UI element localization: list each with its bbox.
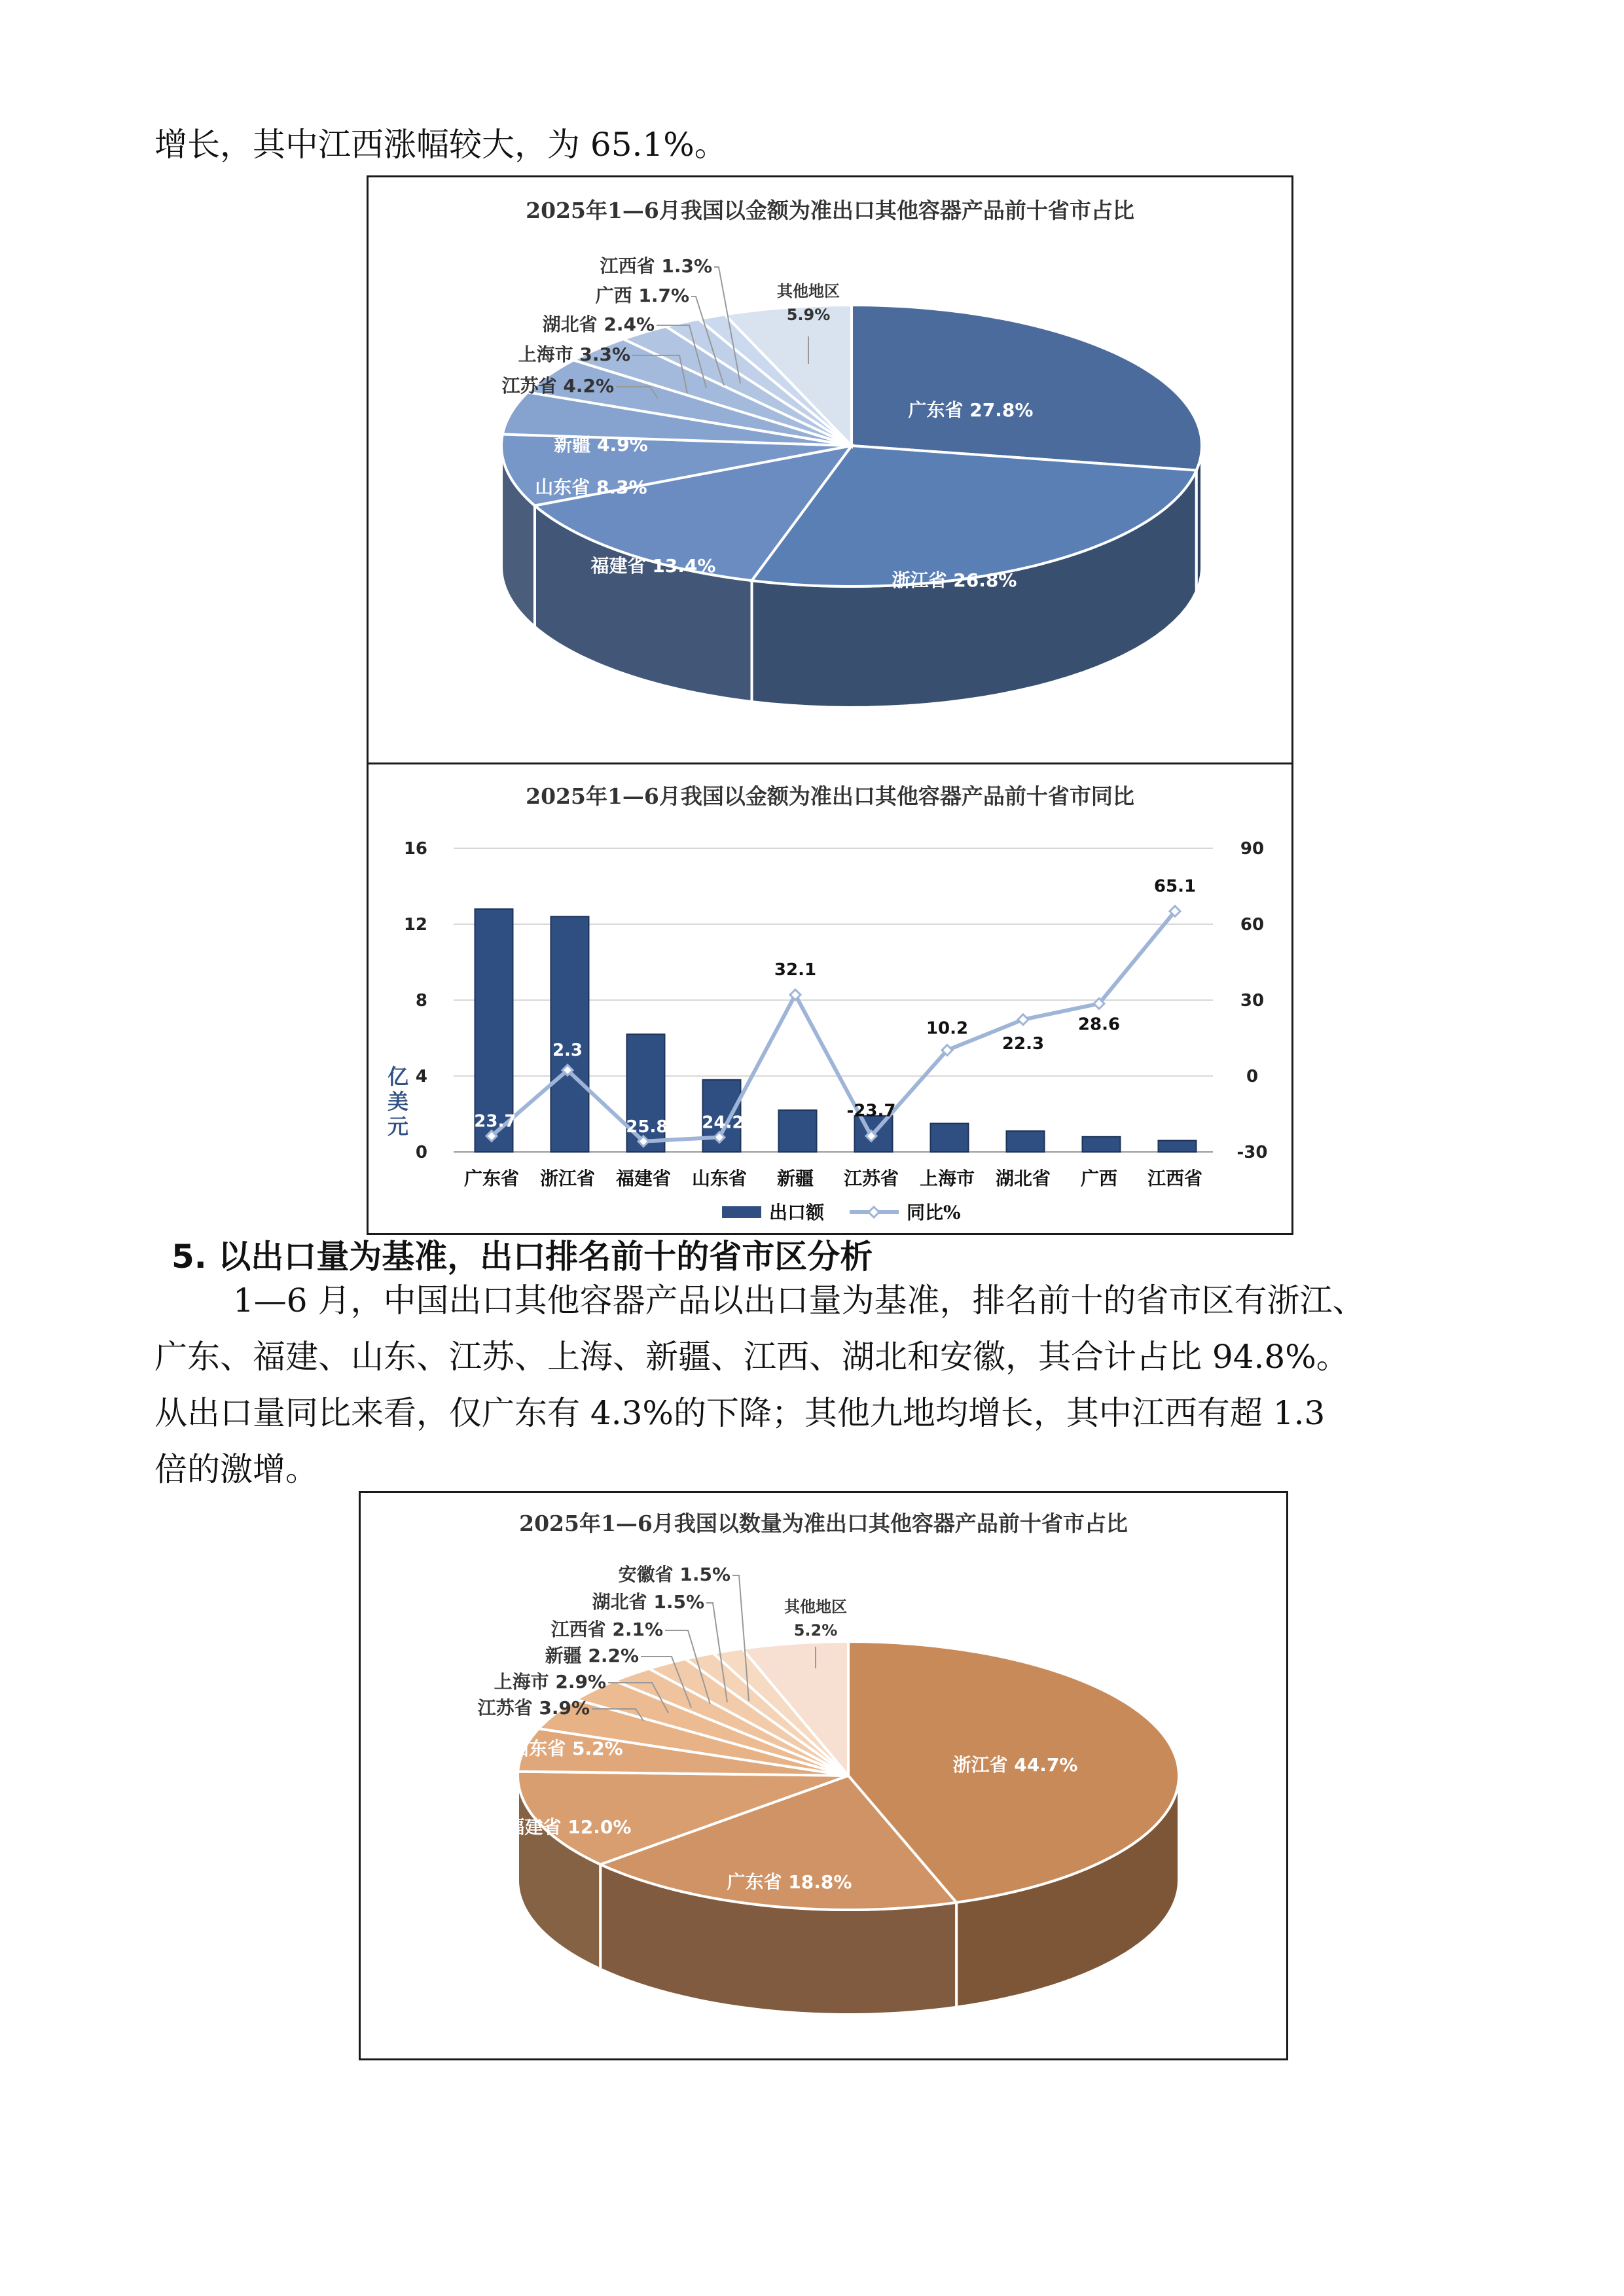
pie-label-other-value: 5.2% bbox=[793, 1621, 838, 1640]
legend-label-bar: 出口额 bbox=[769, 1202, 825, 1223]
bar-7 bbox=[1006, 1131, 1044, 1152]
y-axis-label: 元 bbox=[387, 1114, 409, 1139]
x-tick-label: 广东省 bbox=[463, 1168, 520, 1189]
pie-label-3: 山东省 5.2% bbox=[511, 1738, 623, 1759]
pie-slice-0 bbox=[852, 305, 1202, 471]
y-tick-label: 0 bbox=[415, 1143, 427, 1162]
legend-label-line: 同比% bbox=[907, 1202, 961, 1223]
pie-label-9: 安徽省 1.5% bbox=[618, 1564, 731, 1585]
y-tick-label: 12 bbox=[403, 915, 427, 935]
pie-label-0: 浙江省 44.7% bbox=[952, 1754, 1078, 1776]
intro-line: 增长，其中江西涨幅较大，为 65.1%。 bbox=[154, 126, 727, 164]
x-tick-label: 山东省 bbox=[691, 1168, 748, 1189]
pie-chart-quantity-frame bbox=[359, 1491, 1288, 2060]
pie-label-5: 上海市 2.9% bbox=[494, 1671, 606, 1693]
x-tick-label: 上海市 bbox=[919, 1168, 975, 1189]
bar-line-chart-frame bbox=[367, 762, 1293, 1235]
pie-label-2: 福建省 12.0% bbox=[506, 1816, 632, 1838]
chart-title: 2025年1—6月我国以金额为准出口其他容器产品前十省市同比 bbox=[526, 783, 1134, 809]
x-tick-label: 浙江省 bbox=[539, 1168, 596, 1189]
pie-label-1: 广东省 18.8% bbox=[727, 1871, 852, 1893]
x-tick-label: 福建省 bbox=[615, 1168, 672, 1189]
pie-label-2: 福建省 13.4% bbox=[590, 555, 716, 577]
pie-label-5: 江苏省 4.2% bbox=[501, 375, 614, 397]
section-paragraph-line-2: 广东、福建、山东、江苏、上海、新疆、江西、湖北和安徽，其合计占比 94.8%。 bbox=[154, 1338, 1349, 1376]
pie-top bbox=[518, 1641, 1179, 1910]
pie-label-4: 新疆 4.9% bbox=[554, 434, 648, 456]
yoy-data-label-7: 22.3 bbox=[1001, 1033, 1045, 1054]
section-paragraph-line-3: 从出口量同比来看，仅广东有 4.3%的下降；其他九地均增长，其中江西有超 1.3 bbox=[154, 1394, 1326, 1432]
pie-label-7: 江西省 2.1% bbox=[550, 1619, 663, 1640]
x-tick-label: 江苏省 bbox=[843, 1168, 899, 1189]
pie-label-1: 浙江省 26.8% bbox=[892, 569, 1017, 591]
pie-label-8: 广西 1.7% bbox=[595, 285, 689, 306]
pie-label-other-value: 5.9% bbox=[786, 306, 831, 324]
x-tick-label: 广西 bbox=[1080, 1168, 1118, 1189]
x-tick-label: 新疆 bbox=[776, 1168, 814, 1189]
y2-tick-label: 60 bbox=[1240, 915, 1265, 935]
pie-label-6: 上海市 3.3% bbox=[518, 344, 630, 365]
pie-label-9: 江西省 1.3% bbox=[600, 255, 712, 277]
legend-swatch-marker bbox=[869, 1207, 879, 1217]
yoy-data-label-3: -24.2 bbox=[695, 1113, 744, 1133]
bar-4 bbox=[778, 1110, 816, 1152]
section-paragraph-line-4: 倍的激增。 bbox=[154, 1450, 318, 1488]
pie-label-0: 广东省 27.8% bbox=[908, 399, 1034, 421]
pie-label-7: 湖北省 2.4% bbox=[542, 314, 655, 335]
yoy-data-label-5: -23.7 bbox=[846, 1101, 896, 1121]
bar-line-chart bbox=[369, 764, 1291, 1233]
y-tick-label: 8 bbox=[415, 991, 427, 1011]
section-paragraph-line-1: 1—6 月，中国出口其他容器产品以出口量为基准，排名前十的省市区有浙江、 bbox=[233, 1282, 1365, 1319]
yoy-line bbox=[492, 911, 1175, 1141]
yoy-data-label-2: -25.8 bbox=[619, 1117, 668, 1137]
pie-label-other-name: 其他地区 bbox=[784, 1598, 847, 1616]
pie-chart-quantity bbox=[361, 1493, 1286, 2058]
y-axis-label: 美 bbox=[387, 1089, 409, 1114]
y2-tick-label: 90 bbox=[1240, 839, 1265, 859]
y2-tick-label: 30 bbox=[1240, 991, 1265, 1011]
bar-8 bbox=[1082, 1137, 1120, 1152]
yoy-data-label-0: -23.7 bbox=[467, 1111, 516, 1132]
chart-title: 2025年1—6月我国以数量为准出口其他容器产品前十省市占比 bbox=[519, 1511, 1128, 1536]
pie-label-other-name: 其他地区 bbox=[777, 282, 840, 300]
pie-label-4: 江苏省 3.9% bbox=[477, 1697, 590, 1719]
yoy-data-label-1: 2.3 bbox=[552, 1041, 583, 1061]
section-heading: 5. 以出口量为基准，出口排名前十的省市区分析 bbox=[171, 1238, 873, 1276]
y-axis-label: 亿 bbox=[387, 1064, 409, 1089]
chart-title: 2025年1—6月我国以金额为准出口其他容器产品前十省市占比 bbox=[526, 198, 1134, 223]
bar-9 bbox=[1158, 1141, 1196, 1152]
x-tick-label: 江西省 bbox=[1147, 1168, 1203, 1189]
y2-tick-label: -30 bbox=[1236, 1143, 1268, 1162]
yoy-point-7 bbox=[1018, 1014, 1028, 1025]
pie-label-3: 山东省 8.3% bbox=[535, 476, 647, 498]
pie-chart-value-frame bbox=[367, 175, 1293, 764]
x-tick-label: 湖北省 bbox=[995, 1168, 1051, 1189]
yoy-data-label-4: 32.1 bbox=[774, 960, 817, 980]
pie-chart-value bbox=[369, 177, 1291, 762]
y-tick-label: 16 bbox=[403, 839, 427, 859]
yoy-data-label-9: 65.1 bbox=[1153, 876, 1197, 897]
yoy-data-label-8: 28.6 bbox=[1077, 1014, 1121, 1035]
y2-tick-label: 0 bbox=[1246, 1067, 1259, 1086]
legend-swatch-bar bbox=[722, 1206, 761, 1218]
yoy-data-label-6: 10.2 bbox=[926, 1018, 969, 1039]
bar-6 bbox=[930, 1124, 968, 1153]
pie-label-6: 新疆 2.2% bbox=[545, 1645, 639, 1666]
bar-1 bbox=[550, 916, 588, 1152]
y-tick-label: 4 bbox=[415, 1067, 427, 1086]
legend bbox=[722, 1202, 961, 1223]
pie-label-8: 湖北省 1.5% bbox=[592, 1591, 704, 1613]
